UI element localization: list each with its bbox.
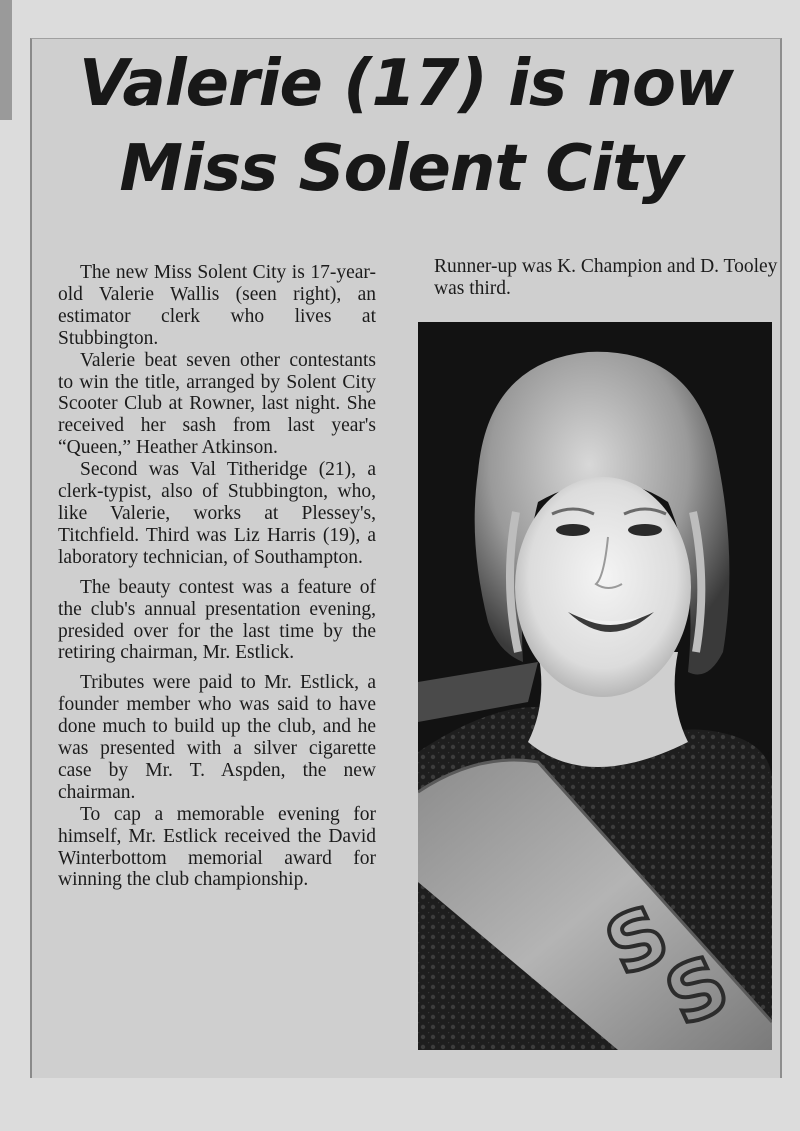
article-continuation: Runner-up was K. Champion and D. Tooley was third. [434, 256, 778, 299]
headline-line-1: Valerie (17) is now [78, 47, 734, 121]
article-paragraph: The new Miss Solent City is 17-year-old Valerie Wallis (seen right), an estimator clerk who lives at Stubbington. [58, 262, 376, 349]
headline [30, 45, 782, 215]
portrait-photo [418, 322, 772, 1050]
sash-letter: S [592, 888, 682, 995]
article-paragraph: Valerie beat seven other contestants to win the title, arranged by Solent City Scooter Club at Rowner, last night. She received her sash from last year's “Queen,” Heather Atkinson. [58, 349, 376, 459]
article-column-right [434, 256, 780, 300]
left-eye [556, 524, 590, 536]
right-eye [628, 524, 662, 536]
article-paragraph: The beauty contest was a feature of the club's annual presentation evening, presided over for the last time by the retiring chairman, Mr. Estlick. [58, 576, 376, 664]
article-paragraph: To cap a memorable evening for himself, Mr. Estlick received the David Winterbottom memorial award for winning the club championship. [58, 803, 376, 891]
article-column-left [58, 262, 376, 891]
sash-letter: S [652, 938, 742, 1045]
headline-line-2: Miss Solent City [119, 132, 683, 206]
article-paragraph: Tributes were paid to Mr. Estlick, a founder member who was said to have done much to build up the club, and he was presented with a silver cigarette case by Mr. T. Aspden, the new chairman. [58, 672, 376, 803]
adjacent-clipping-edge [0, 0, 12, 120]
article-paragraph: Second was Val Titheridge (21), a clerk-typist, also of Stubbington, who, like Valerie, works at Plessey's, Titchfield. Third was Liz Harris (19), a laboratory technician, of Southampton. [58, 459, 376, 568]
